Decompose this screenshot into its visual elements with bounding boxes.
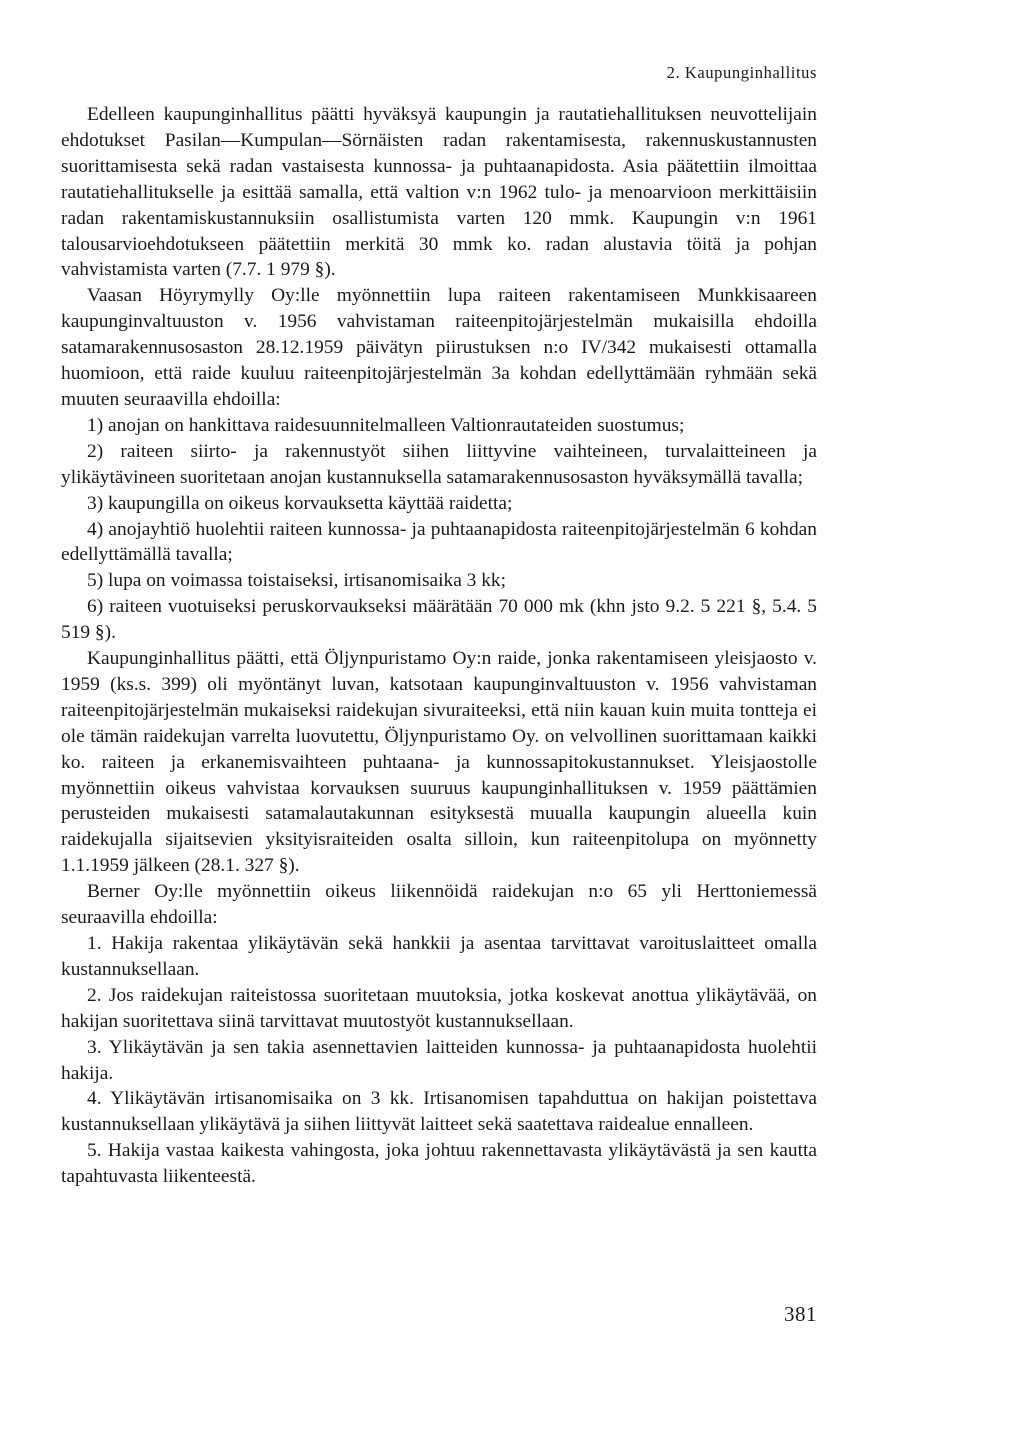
condition-item-4: 4) anojayhtiö huolehtii raiteen kunnossa- ja puhtaanapidosta raiteenpitojärjestelmän 6 kohdan edellyttämällä tavalla; [61,518,817,566]
paragraph-oljynpuristamo: Kaupunginhallitus päätti, että Öljynpuristamo Oy:n raide, jonka rakentamiseen yleisjaosto v. 1959 (ks.s. 399) oli myöntänyt luvan, katsotaan kaupunginvaltuuston v. 1956 vahvistaman raiteenpitojärjestelmän mukaiseksi raidekujan sivuraiteeksi, että niin kauan kuin muita tontteja ei ole tämän raidekujan varrelta luovutettu, Öljynpuristamo Oy. on velvollinen suorittamaan kaikki ko. raiteen ja erkanemisvaihteen puhtaana- ja kunnossapitokustannukset. Yleisjaostolle myönnettiin oikeus vahvistaa korvauksen suuruus kaupunginhallituksen v. 1959 päättämien perusteiden mukaisesti satamalautakunnan esityksestä muualla kaupungin alueella kuin raidekujalla sijaitsevien yksityisraiteiden osalta silloin, kun raiteenpitolupa on myönnetty 1.1.1959 jälkeen (28.1. 327 §). [61,648,817,877]
berner-condition-3: 3. Ylikäytävän ja sen takia asennettavien laitteiden kunnossa- ja puhtaanapidosta huolehtii hakija. [61,1036,817,1084]
condition-item-3: 3) kaupungilla on oikeus korvauksetta käyttää raidetta; [87,492,513,514]
paragraph-railway-agreement: Edelleen kaupunginhallitus päätti hyväksyä kaupungin ja rautatiehallituksen neuvottelijain ehdotukset Pasilan—Kumpulan—Sörnäisten radan rakentamisesta, rakennuskustannusten suorittamisesta sekä radan vastaisesta kunnossa- ja puhtaanapidosta. Asia päätettiin ilmoittaa rautatiehallitukselle ja esittää samalla, että valtion v:n 1962 tulo- ja menoarvioon merkittäisiin radan rakentamiskustannuksiin osallistumista varten 120 mmk. Kaupungin v:n 1961 talousarvioehdotukseen päätettiin merkitä 30 mmk ko. radan alustavia töitä ja pohjan vahvistamista varten (7.7. 1 979 §). [61,104,817,281]
condition-item-6: 6) raiteen vuotuiseksi peruskorvaukseksi määrätään 70 000 mk (khn jsto 9.2. 5 221 §, 5.4. 5 519 §). [61,596,817,644]
berner-condition-2: 2. Jos raidekujan raiteistossa suoritetaan muutoksia, jotka koskevat anottua ylikäytävää, on hakijan suoritettava siinä tarvittavat muutostyöt kustannuksellaan. [61,984,817,1032]
condition-item-1: 1) anojan on hankittava raidesuunnitelmalleen Valtionrautateiden suostumus; [87,414,685,436]
body-text [61,102,817,1190]
document-page [61,0,817,1446]
page-number: 381 [784,1302,817,1326]
paragraph-vaasan-permit: Vaasan Höyrymylly Oy:lle myönnettiin lupa raiteen rakentamiseen Munkkisaareen kaupunginvaltuuston v. 1956 vahvistaman raiteenpitojärjestelmän mukaisilla ehdoilla satamarakennusosaston 28.12.1959 päivätyn piirustuksen n:o IV/342 mukaisesti ottamalla huomioon, että raide kuuluu raiteenpitojärjestelmän 3a kohdan edellyttämään ryhmään sekä muuten seuraavilla ehdoilla: [61,285,817,410]
paragraph-berner: Berner Oy:lle myönnettiin oikeus liikennöidä raidekujan n:o 65 yli Herttoniemessä seuraavilla ehdoilla: [61,881,817,929]
condition-item-5: 5) lupa on voimassa toistaiseksi, irtisanomisaika 3 kk; [87,570,507,592]
running-header: 2. Kaupunginhallitus [666,63,817,82]
berner-condition-1: 1. Hakija rakentaa ylikäytävän sekä hankkii ja asentaa tarvittavat varoituslaitteet omalla kustannuksellaan. [61,933,817,980]
berner-condition-4: 4. Ylikäytävän irtisanomisaika on 3 kk. Irtisanomisen tapahduttua on hakijan poistettava kustannuksellaan ylikäytävä ja siihen liittyvät laitteet sekä saatettava raidealue ennalleen. [61,1088,817,1136]
berner-condition-5: 5. Hakija vastaa kaikesta vahingosta, joka johtuu rakennettavasta ylikäytävästä ja sen kautta tapahtuvasta liikenteestä. [61,1140,817,1188]
condition-item-2: 2) raiteen siirto- ja rakennustyöt siihen liittyvine vaihteineen, turvalaitteineen ja ylikäytävineen suoritetaan anojan kustannuksella satamarakennusosaston hyväksymällä tavalla; [61,440,817,488]
